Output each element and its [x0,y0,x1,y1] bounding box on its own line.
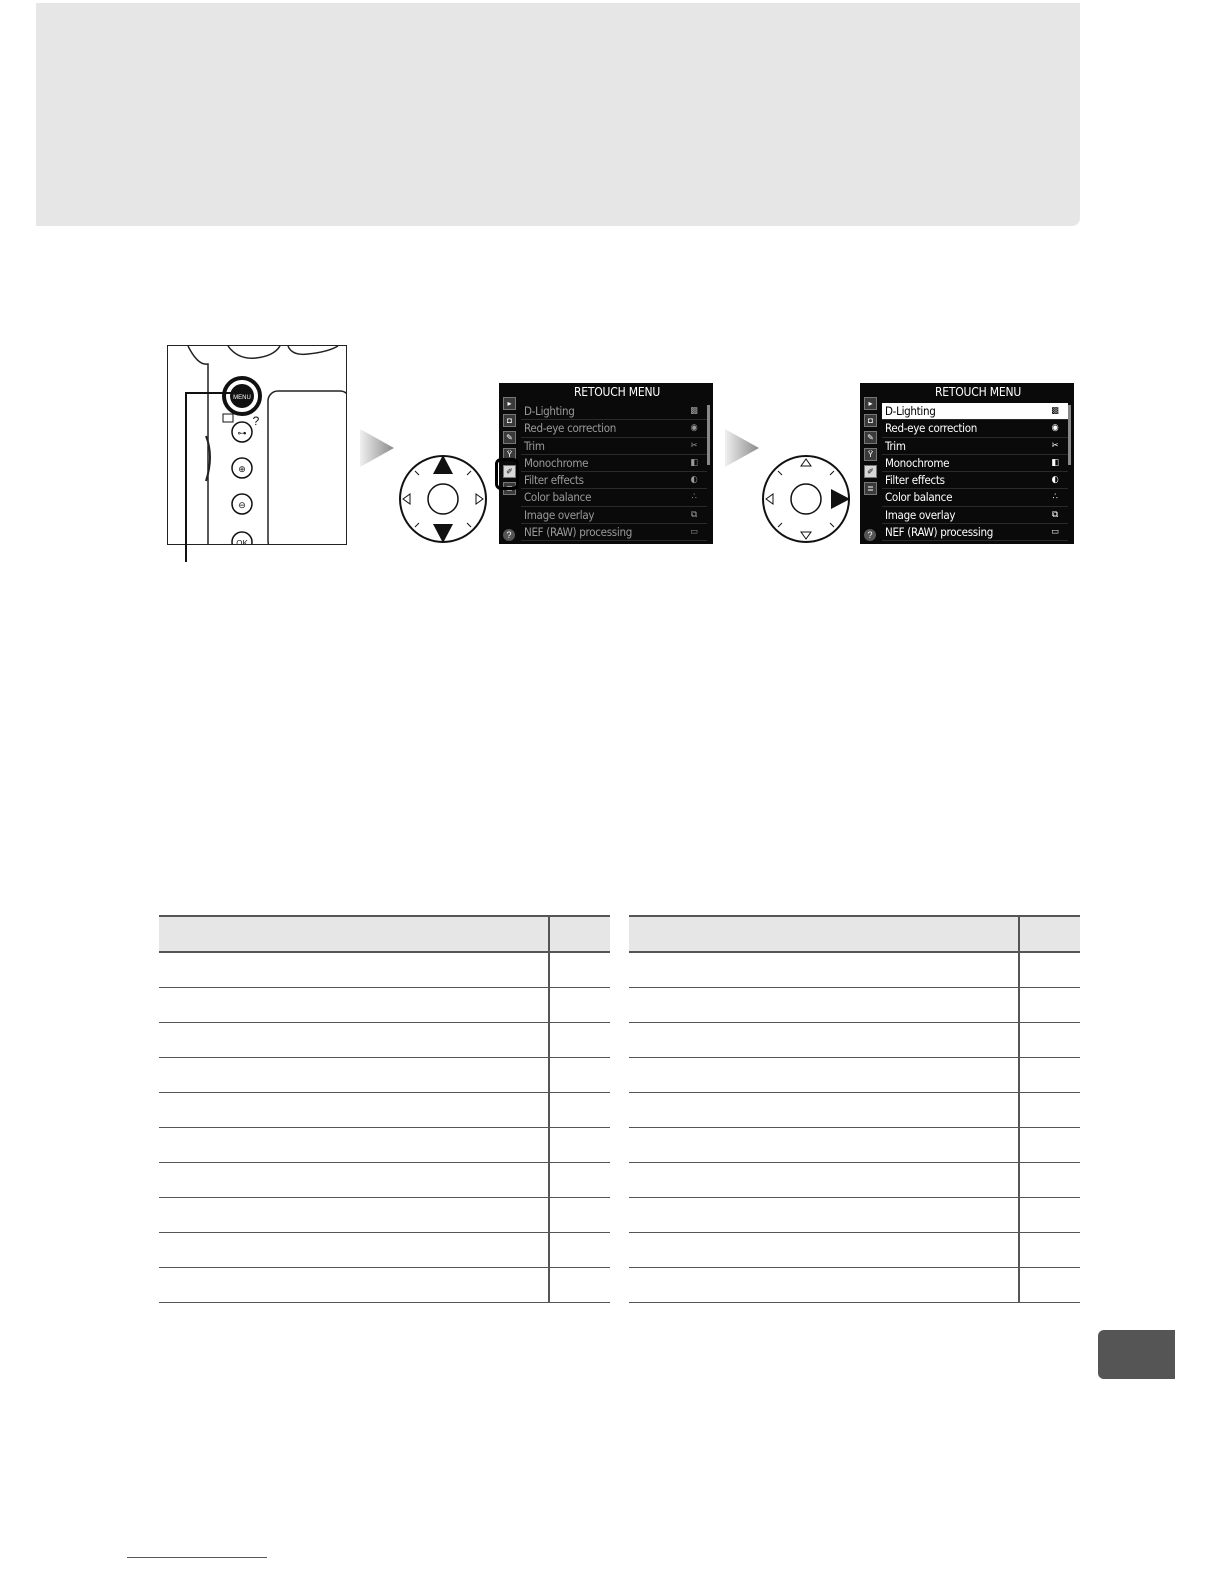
scissors-icon: ✂ [1051,440,1059,451]
menu-list [882,403,1068,541]
table-row [629,1058,1080,1093]
table-cell [549,952,610,988]
table-header-cell [159,916,549,952]
retouch-tab-icon[interactable]: ✐ [864,465,877,478]
menu-item[interactable] [521,507,707,524]
menu-item[interactable] [521,403,707,420]
step-arrow-icon [360,425,394,471]
help-icon: ? [503,529,515,541]
table-header-row [159,916,610,952]
menu-item[interactable] [882,472,1068,489]
step-arrow-icon [725,425,759,471]
table-cell [1019,1163,1080,1198]
chapter-header-band [36,3,1080,226]
filter-icon: ◐ [690,475,698,486]
table-cell [629,1163,1019,1198]
my-menu-tab-icon[interactable]: ≣ [503,482,516,495]
color-balance-icon: ∴ [691,492,697,503]
table-cell [1019,1233,1080,1268]
menu-item[interactable] [882,507,1068,524]
menu-list [521,403,707,541]
table-cell [629,1093,1019,1128]
table-cell [549,1093,610,1128]
my-menu-tab-icon[interactable]: ≣ [864,482,877,495]
table-cell [549,1023,610,1058]
raw-processing-icon: ▭ [690,527,698,538]
table-cell [1019,1023,1080,1058]
menu-item[interactable] [882,489,1068,506]
scrollbar[interactable] [707,405,710,465]
table-cell [159,1023,549,1058]
table-row [629,1198,1080,1233]
table-cell [629,1268,1019,1303]
scissors-icon: ✂ [690,440,698,451]
help-mark: ? [252,414,260,428]
svg-text:⊕: ⊕ [238,465,246,475]
ok-button-label: OK [236,539,248,546]
menu-item-label: NEF (RAW) processing [885,525,994,540]
table-cell [1019,988,1080,1023]
menu-item[interactable] [882,524,1068,541]
table-header-cell [629,916,1019,952]
table-cell [549,1163,610,1198]
table-cell [159,1058,549,1093]
menu-item-label: Image overlay [524,507,595,522]
svg-text:⊶: ⊶ [237,429,247,439]
menu-item-label: Red-eye correction [524,421,617,436]
menu-item-label: Monochrome [885,455,950,470]
table-row [629,952,1080,988]
table-row [629,1128,1080,1163]
menu-title: RETOUCH MENU [573,385,661,399]
d-lighting-icon: ▩ [1051,406,1059,416]
raw-processing-icon: ▭ [1051,527,1059,538]
footer-link-underline[interactable] [127,1557,267,1558]
menu-item[interactable] [521,489,707,506]
table-cell [549,1198,610,1233]
menu-item-label: Image overlay [885,507,956,522]
options-table-right [629,915,1080,1303]
d-lighting-icon: ▩ [690,406,698,416]
playback-tab-icon[interactable]: ▸ [503,397,516,410]
menu-item-label: D-Lighting [524,404,575,418]
retouch-tab-icon[interactable]: ✐ [503,465,516,478]
table-row [159,1128,610,1163]
custom-settings-tab-icon[interactable]: ✎ [503,431,516,444]
callout-line-vertical [185,392,187,562]
table-cell [159,1268,549,1303]
table-row [159,1093,610,1128]
table-cell [1019,952,1080,988]
menu-item-selected[interactable] [882,403,1068,420]
menu-title: RETOUCH MENU [934,385,1022,399]
menu-item[interactable] [882,438,1068,455]
table-header-cell [1019,916,1080,952]
menu-item[interactable] [521,472,707,489]
monochrome-icon: ◧ [1051,457,1059,468]
table-cell [629,1023,1019,1058]
multi-selector-right-icon [761,454,851,544]
table-row [629,1163,1080,1198]
shooting-tab-icon[interactable]: ◘ [864,414,877,427]
table-cell [629,952,1019,988]
filter-icon: ◐ [1051,475,1059,486]
menu-item-label: Trim [524,438,545,453]
options-table-left [159,915,610,1303]
svg-text:⊖: ⊖ [238,501,246,511]
table-cell [629,1198,1019,1233]
setup-tab-icon[interactable]: Ÿ [503,448,516,461]
menu-item[interactable] [521,524,707,541]
camera-back-illustration [167,345,347,545]
callout-line-horizontal [185,392,231,394]
menu-item[interactable] [521,455,707,472]
table-cell [549,1233,610,1268]
monochrome-icon: ◧ [690,457,698,468]
menu-item-label: Trim [885,438,906,453]
table-cell [159,1233,549,1268]
menu-button-label: MENU [233,395,251,401]
menu-item-label: NEF (RAW) processing [524,525,633,540]
menu-item-label: Monochrome [524,455,589,470]
retouch-menu-screen-before [499,383,713,544]
table-cell [159,1198,549,1233]
menu-item[interactable] [521,438,707,455]
shooting-tab-icon[interactable]: ◘ [503,414,516,427]
menu-item[interactable] [521,420,707,437]
table-cell [1019,1128,1080,1163]
table-row [629,1233,1080,1268]
table-cell [629,988,1019,1023]
custom-settings-tab-icon[interactable]: ✎ [864,431,877,444]
playback-tab-icon[interactable]: ▸ [864,397,877,410]
color-balance-icon: ∴ [1052,492,1058,503]
menu-item[interactable] [882,420,1068,437]
table-cell [549,1128,610,1163]
menu-tabs [862,393,879,543]
multi-selector-up-down-icon [398,454,488,544]
table-row [159,1198,610,1233]
table-row [629,1093,1080,1128]
table-cell [1019,1268,1080,1303]
table-row [159,988,610,1023]
table-cell [549,1058,610,1093]
table-cell [549,988,610,1023]
table-cell [159,1093,549,1128]
image-overlay-icon: ⧉ [1051,509,1059,520]
table-row [159,1268,610,1303]
table-row [159,1163,610,1198]
eye-icon: ◉ [690,423,698,434]
section-tab-marker [1098,1330,1175,1379]
image-overlay-icon: ⧉ [690,509,698,520]
menu-item-label: Filter effects [885,473,945,488]
table-row [629,1268,1080,1303]
table-cell [549,1268,610,1303]
table-row [629,1023,1080,1058]
retouch-menu-screen-after [860,383,1074,544]
scrollbar[interactable] [1068,405,1071,465]
setup-tab-icon[interactable]: Ÿ [864,448,877,461]
table-cell [629,1058,1019,1093]
table-row [159,1023,610,1058]
menu-item-label: D-Lighting [885,404,936,418]
table-header-row [629,916,1080,952]
table-row [159,952,610,988]
table-cell [1019,1198,1080,1233]
eye-icon: ◉ [1051,423,1059,434]
help-icon: ? [864,529,876,541]
table-cell [159,988,549,1023]
menu-item-label: Red-eye correction [885,421,978,436]
table-cell [629,1233,1019,1268]
table-cell [1019,1093,1080,1128]
menu-item-label: Color balance [524,490,592,505]
retouch-tab-highlight [495,458,519,490]
table-cell [159,952,549,988]
table-cell [1019,1058,1080,1093]
table-cell [159,1128,549,1163]
menu-item-label: Filter effects [524,473,584,488]
table-header-cell [549,916,610,952]
table-row [629,988,1080,1023]
table-cell [159,1163,549,1198]
table-cell [629,1128,1019,1163]
table-row [159,1233,610,1268]
table-row [159,1058,610,1093]
menu-item-label: Color balance [885,490,953,505]
menu-item[interactable] [882,455,1068,472]
